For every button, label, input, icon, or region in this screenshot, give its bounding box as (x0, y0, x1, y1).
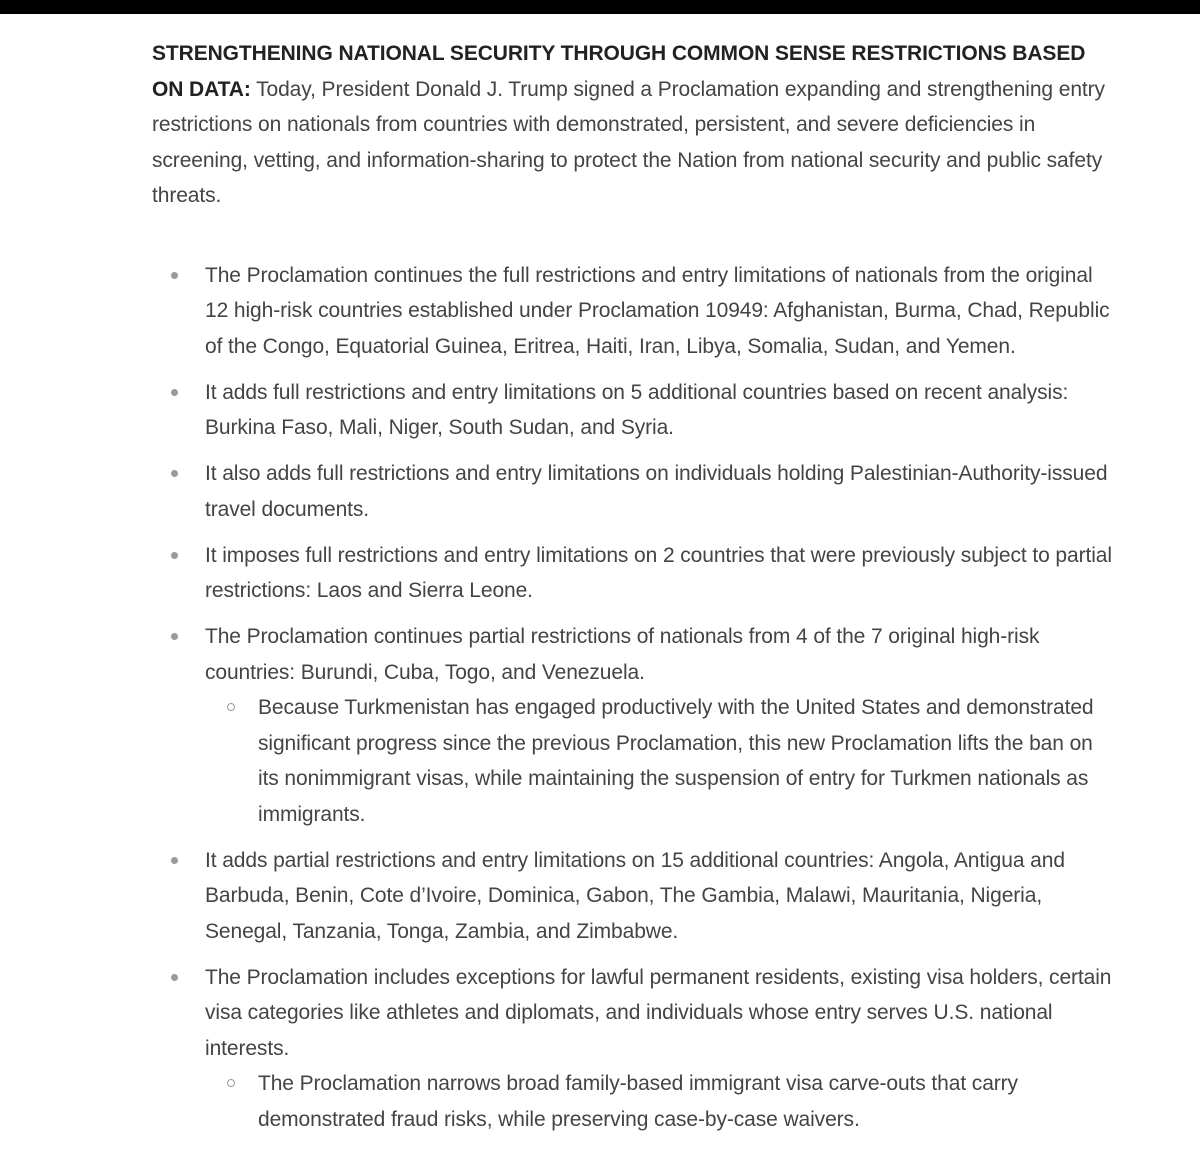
intro-paragraph (152, 36, 1112, 214)
list-item-text: It adds partial restrictions and entry limitations on 15 additional countries: Angola, Antigua and Barbuda, Benin, Cote d’Ivoire, Dominica, Gabon, The Gambia, Malawi, Mauritania, Nigeria, Senegal, Tanzania, Tonga, Zambia, and Zimbabwe. (205, 848, 1065, 943)
bullet-dot-icon (171, 470, 178, 477)
list-item (152, 843, 1112, 950)
list-item-text: It imposes full restrictions and entry limitations on 2 countries that were previously subject to partial restrictions: Laos and Sierra Leone. (205, 543, 1112, 602)
bullet-circle-icon (227, 703, 235, 711)
list-item (152, 258, 1112, 365)
list-item-text: The Proclamation continues the full restrictions and entry limitations of nationals from the original 12 high-risk countries established under Proclamation 10949: Afghanistan, Burma, Chad, Republic of the Congo, Equatorial Guinea, Eritrea, Haiti, Iran, Libya, Somalia, Sudan, and Yemen. (205, 263, 1110, 358)
list-item-text: The Proclamation continues partial restrictions of nationals from 4 of the 7 original high-risk countries: Burundi, Cuba, Togo, and Venezuela. (205, 625, 1040, 684)
sub-list-item (205, 1066, 1112, 1137)
bullet-dot-icon (171, 389, 178, 396)
sub-list (205, 690, 1112, 832)
bullet-dot-icon (171, 974, 178, 981)
list-item (152, 456, 1112, 527)
list-item (152, 375, 1112, 446)
list-item (152, 538, 1112, 609)
bullet-list (152, 258, 1112, 1138)
bullet-dot-icon (171, 552, 178, 559)
bullet-dot-icon (171, 857, 178, 864)
sub-list (205, 1066, 1112, 1137)
bullet-circle-icon (227, 1079, 235, 1087)
bullet-dot-icon (171, 272, 178, 279)
sub-list-item-text: The Proclamation narrows broad family-based immigrant visa carve-outs that carry demonstrated fraud risks, while preserving case-by-case waivers. (258, 1072, 1018, 1131)
bullet-dot-icon (171, 633, 178, 640)
heading-lead: STRENGTHENING NATIONAL SECURITY THROUGH COMMON SENSE RESTRICTIONS BASED ON DATA: (152, 42, 1086, 101)
list-item-text: The Proclamation includes exceptions for lawful permanent residents, existing visa holders, certain visa categories like athletes and diplomats, and individuals whose entry serves U.S. national interests. (205, 965, 1112, 1060)
list-item-text: It also adds full restrictions and entry limitations on individuals holding Palestinian-Authority-issued travel documents. (205, 462, 1108, 521)
list-item (152, 619, 1112, 832)
sub-list-item (205, 690, 1112, 832)
top-bar (0, 0, 1200, 14)
list-item-text: It adds full restrictions and entry limitations on 5 additional countries based on recent analysis: Burkina Faso, Mali, Niger, South Sudan, and Syria. (205, 380, 1069, 439)
list-item (152, 960, 1112, 1138)
sub-list-item-text: Because Turkmenistan has engaged productively with the United States and demonstrated significant progress since the previous Proclamation, this new Proclamation lifts the ban on its nonimmigrant visas, while maintaining the suspension of entry for Turkmen nationals as immigrants. (258, 696, 1094, 826)
article-body (152, 36, 1112, 1131)
intro-text: Today, President Donald J. Trump signed a Proclamation expanding and strengthening entry restrictions on nationals from countries with demonstrated, persistent, and severe deficiencies in screening, vetting, and information-sharing to protect the Nation from national security and public safety threats. (152, 77, 1105, 207)
